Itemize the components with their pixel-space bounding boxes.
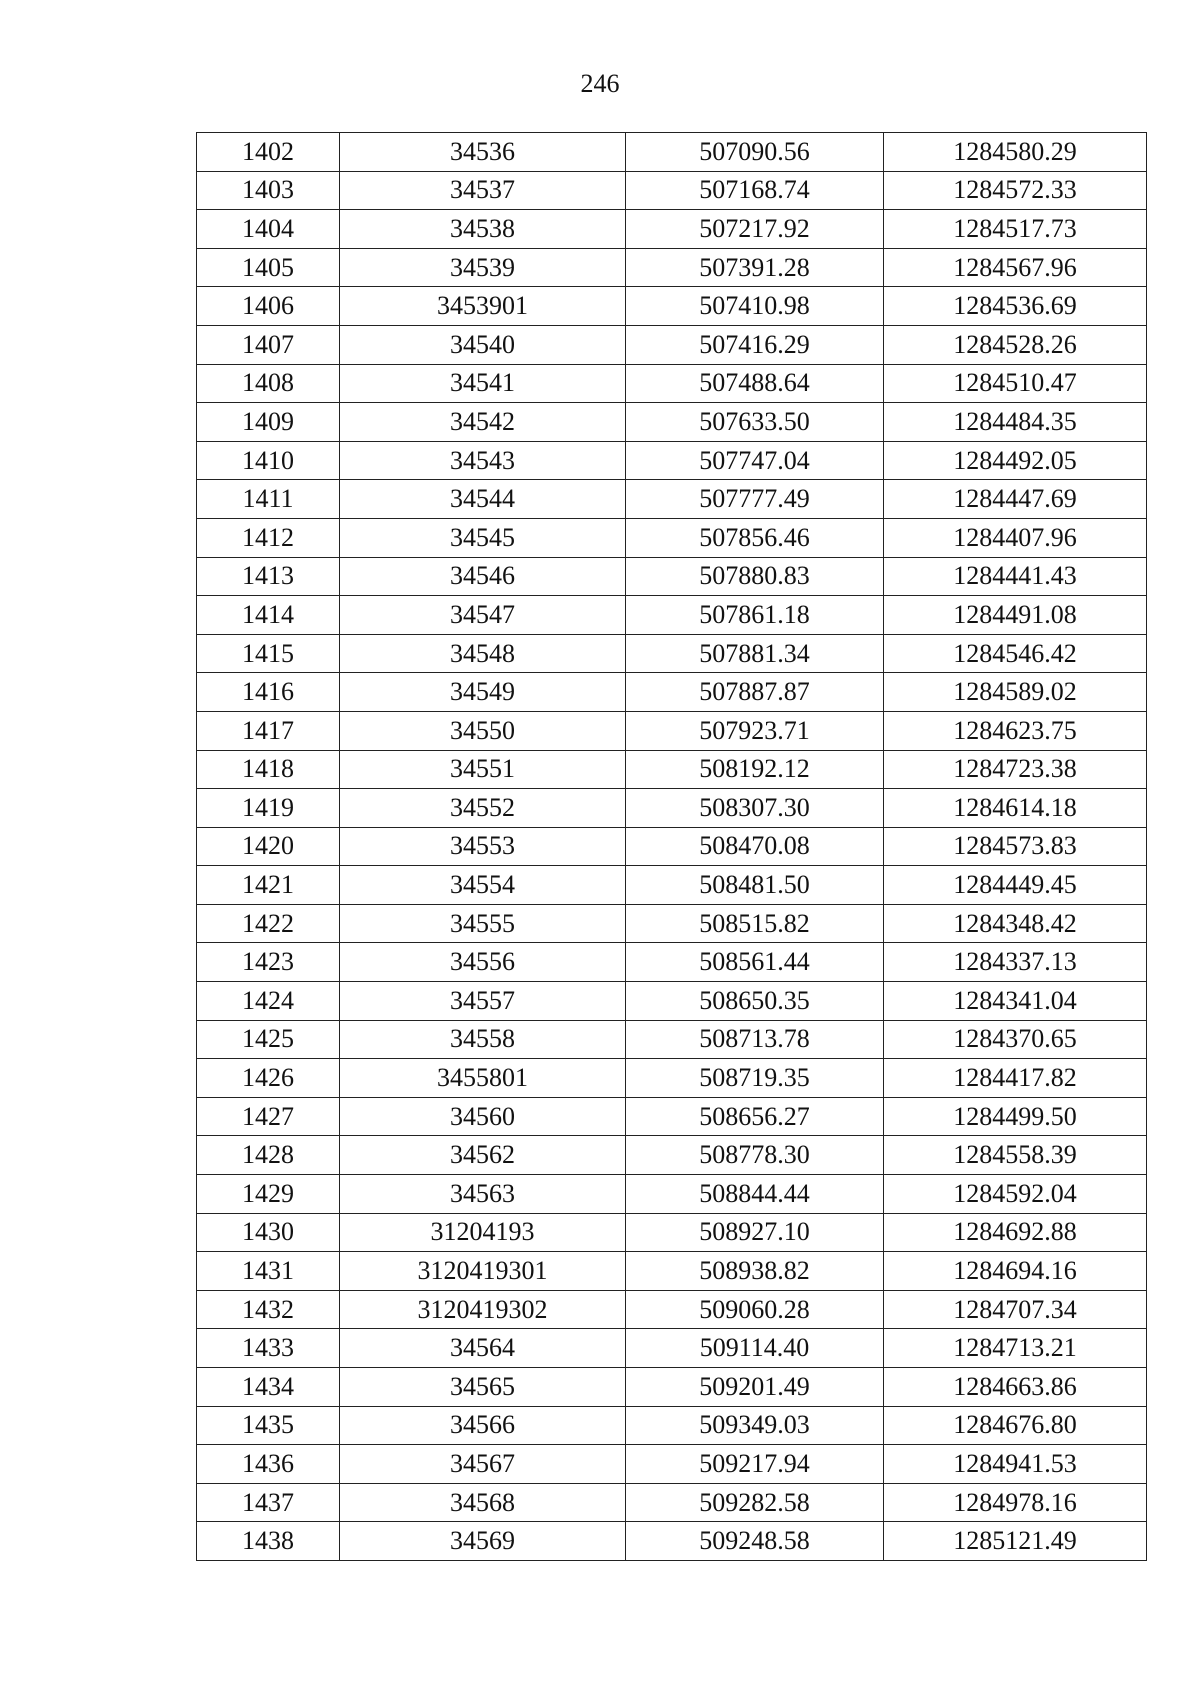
row-index-cell: 1412 [197, 518, 340, 557]
x-coordinate-cell: 508844.44 [626, 1175, 884, 1214]
row-index-cell: 1413 [197, 557, 340, 596]
row-index-cell: 1404 [197, 210, 340, 249]
table-row [197, 1020, 1147, 1059]
row-index-cell: 1417 [197, 711, 340, 750]
x-coordinate-cell: 509282.58 [626, 1483, 884, 1522]
y-coordinate-cell: 1284707.34 [884, 1290, 1147, 1329]
row-index-cell: 1420 [197, 827, 340, 866]
x-coordinate-cell: 507168.74 [626, 171, 884, 210]
x-coordinate-cell: 509114.40 [626, 1329, 884, 1368]
row-index-cell: 1418 [197, 750, 340, 789]
row-index-cell: 1403 [197, 171, 340, 210]
y-coordinate-cell: 1284447.69 [884, 480, 1147, 519]
point-id-cell: 34555 [340, 904, 626, 943]
row-index-cell: 1437 [197, 1483, 340, 1522]
table-body [197, 133, 1147, 1561]
y-coordinate-cell: 1284441.43 [884, 557, 1147, 596]
y-coordinate-cell: 1284580.29 [884, 133, 1147, 172]
y-coordinate-cell: 1284978.16 [884, 1483, 1147, 1522]
x-coordinate-cell: 507881.34 [626, 634, 884, 673]
x-coordinate-cell: 507488.64 [626, 364, 884, 403]
point-id-cell: 34549 [340, 673, 626, 712]
x-coordinate-cell: 509217.94 [626, 1445, 884, 1484]
x-coordinate-cell: 507747.04 [626, 441, 884, 480]
table-row [197, 441, 1147, 480]
x-coordinate-cell: 509248.58 [626, 1522, 884, 1561]
point-id-cell: 34542 [340, 403, 626, 442]
y-coordinate-cell: 1284528.26 [884, 325, 1147, 364]
table-row [197, 1329, 1147, 1368]
point-id-cell: 34560 [340, 1097, 626, 1136]
point-id-cell: 34564 [340, 1329, 626, 1368]
table-row [197, 171, 1147, 210]
table-row [197, 1136, 1147, 1175]
x-coordinate-cell: 507391.28 [626, 248, 884, 287]
point-id-cell: 3120419301 [340, 1252, 626, 1291]
row-index-cell: 1419 [197, 789, 340, 828]
row-index-cell: 1434 [197, 1368, 340, 1407]
row-index-cell: 1435 [197, 1406, 340, 1445]
point-id-cell: 34552 [340, 789, 626, 828]
table-row [197, 904, 1147, 943]
x-coordinate-cell: 507777.49 [626, 480, 884, 519]
y-coordinate-cell: 1284417.82 [884, 1059, 1147, 1098]
x-coordinate-cell: 507410.98 [626, 287, 884, 326]
point-id-cell: 34563 [340, 1175, 626, 1214]
table-row [197, 1290, 1147, 1329]
point-id-cell: 34565 [340, 1368, 626, 1407]
y-coordinate-cell: 1284567.96 [884, 248, 1147, 287]
table-row [197, 943, 1147, 982]
x-coordinate-cell: 507887.87 [626, 673, 884, 712]
point-id-cell: 34550 [340, 711, 626, 750]
y-coordinate-cell: 1284558.39 [884, 1136, 1147, 1175]
table-row [197, 673, 1147, 712]
point-id-cell: 34546 [340, 557, 626, 596]
row-index-cell: 1405 [197, 248, 340, 287]
point-id-cell: 34569 [340, 1522, 626, 1561]
x-coordinate-cell: 508307.30 [626, 789, 884, 828]
x-coordinate-cell: 507633.50 [626, 403, 884, 442]
y-coordinate-cell: 1284723.38 [884, 750, 1147, 789]
point-id-cell: 34544 [340, 480, 626, 519]
y-coordinate-cell: 1284510.47 [884, 364, 1147, 403]
point-id-cell: 34547 [340, 596, 626, 635]
table-row [197, 982, 1147, 1021]
y-coordinate-cell: 1284663.86 [884, 1368, 1147, 1407]
y-coordinate-cell: 1284692.88 [884, 1213, 1147, 1252]
x-coordinate-cell: 508938.82 [626, 1252, 884, 1291]
point-id-cell: 34548 [340, 634, 626, 673]
y-coordinate-cell: 1284536.69 [884, 287, 1147, 326]
x-coordinate-cell: 508470.08 [626, 827, 884, 866]
x-coordinate-cell: 508192.12 [626, 750, 884, 789]
table-row [197, 364, 1147, 403]
row-index-cell: 1414 [197, 596, 340, 635]
coordinates-table-container [196, 132, 1146, 1561]
point-id-cell: 34554 [340, 866, 626, 905]
row-index-cell: 1425 [197, 1020, 340, 1059]
point-id-cell: 34568 [340, 1483, 626, 1522]
table-row [197, 287, 1147, 326]
table-row [197, 325, 1147, 364]
y-coordinate-cell: 1284341.04 [884, 982, 1147, 1021]
point-id-cell: 34538 [340, 210, 626, 249]
y-coordinate-cell: 1285121.49 [884, 1522, 1147, 1561]
y-coordinate-cell: 1284348.42 [884, 904, 1147, 943]
table-row [197, 634, 1147, 673]
table-row [197, 1483, 1147, 1522]
x-coordinate-cell: 507090.56 [626, 133, 884, 172]
x-coordinate-cell: 508650.35 [626, 982, 884, 1021]
row-index-cell: 1416 [197, 673, 340, 712]
y-coordinate-cell: 1284623.75 [884, 711, 1147, 750]
x-coordinate-cell: 508719.35 [626, 1059, 884, 1098]
y-coordinate-cell: 1284573.83 [884, 827, 1147, 866]
y-coordinate-cell: 1284449.45 [884, 866, 1147, 905]
y-coordinate-cell: 1284694.16 [884, 1252, 1147, 1291]
point-id-cell: 34558 [340, 1020, 626, 1059]
row-index-cell: 1433 [197, 1329, 340, 1368]
row-index-cell: 1408 [197, 364, 340, 403]
point-id-cell: 34539 [340, 248, 626, 287]
table-row [197, 133, 1147, 172]
table-row [197, 480, 1147, 519]
table-row [197, 210, 1147, 249]
point-id-cell: 34556 [340, 943, 626, 982]
table-row [197, 248, 1147, 287]
x-coordinate-cell: 508561.44 [626, 943, 884, 982]
point-id-cell: 3120419302 [340, 1290, 626, 1329]
table-row [197, 1252, 1147, 1291]
x-coordinate-cell: 507880.83 [626, 557, 884, 596]
row-index-cell: 1422 [197, 904, 340, 943]
row-index-cell: 1430 [197, 1213, 340, 1252]
point-id-cell: 34566 [340, 1406, 626, 1445]
x-coordinate-cell: 509201.49 [626, 1368, 884, 1407]
table-row [197, 866, 1147, 905]
x-coordinate-cell: 507861.18 [626, 596, 884, 635]
point-id-cell: 31204193 [340, 1213, 626, 1252]
table-row [197, 711, 1147, 750]
row-index-cell: 1421 [197, 866, 340, 905]
x-coordinate-cell: 507217.92 [626, 210, 884, 249]
x-coordinate-cell: 509349.03 [626, 1406, 884, 1445]
row-index-cell: 1410 [197, 441, 340, 480]
point-id-cell: 3453901 [340, 287, 626, 326]
row-index-cell: 1411 [197, 480, 340, 519]
y-coordinate-cell: 1284370.65 [884, 1020, 1147, 1059]
y-coordinate-cell: 1284492.05 [884, 441, 1147, 480]
row-index-cell: 1438 [197, 1522, 340, 1561]
y-coordinate-cell: 1284941.53 [884, 1445, 1147, 1484]
row-index-cell: 1415 [197, 634, 340, 673]
x-coordinate-cell: 507923.71 [626, 711, 884, 750]
point-id-cell: 34553 [340, 827, 626, 866]
y-coordinate-cell: 1284589.02 [884, 673, 1147, 712]
y-coordinate-cell: 1284546.42 [884, 634, 1147, 673]
point-id-cell: 34543 [340, 441, 626, 480]
coordinates-table [196, 132, 1147, 1561]
point-id-cell: 34557 [340, 982, 626, 1021]
row-index-cell: 1431 [197, 1252, 340, 1291]
y-coordinate-cell: 1284499.50 [884, 1097, 1147, 1136]
x-coordinate-cell: 508481.50 [626, 866, 884, 905]
x-coordinate-cell: 508927.10 [626, 1213, 884, 1252]
row-index-cell: 1407 [197, 325, 340, 364]
row-index-cell: 1428 [197, 1136, 340, 1175]
table-row [197, 1213, 1147, 1252]
table-row [197, 1368, 1147, 1407]
row-index-cell: 1426 [197, 1059, 340, 1098]
y-coordinate-cell: 1284614.18 [884, 789, 1147, 828]
x-coordinate-cell: 509060.28 [626, 1290, 884, 1329]
row-index-cell: 1436 [197, 1445, 340, 1484]
point-id-cell: 34562 [340, 1136, 626, 1175]
table-row [197, 1059, 1147, 1098]
x-coordinate-cell: 508778.30 [626, 1136, 884, 1175]
x-coordinate-cell: 507856.46 [626, 518, 884, 557]
y-coordinate-cell: 1284491.08 [884, 596, 1147, 635]
table-row [197, 1445, 1147, 1484]
row-index-cell: 1424 [197, 982, 340, 1021]
table-row [197, 789, 1147, 828]
point-id-cell: 34537 [340, 171, 626, 210]
y-coordinate-cell: 1284517.73 [884, 210, 1147, 249]
y-coordinate-cell: 1284592.04 [884, 1175, 1147, 1214]
point-id-cell: 34551 [340, 750, 626, 789]
row-index-cell: 1432 [197, 1290, 340, 1329]
x-coordinate-cell: 508515.82 [626, 904, 884, 943]
row-index-cell: 1406 [197, 287, 340, 326]
page-number: 246 [580, 69, 620, 98]
table-row [197, 1406, 1147, 1445]
y-coordinate-cell: 1284484.35 [884, 403, 1147, 442]
row-index-cell: 1409 [197, 403, 340, 442]
x-coordinate-cell: 508656.27 [626, 1097, 884, 1136]
table-row [197, 1097, 1147, 1136]
row-index-cell: 1423 [197, 943, 340, 982]
point-id-cell: 3455801 [340, 1059, 626, 1098]
point-id-cell: 34567 [340, 1445, 626, 1484]
x-coordinate-cell: 507416.29 [626, 325, 884, 364]
point-id-cell: 34541 [340, 364, 626, 403]
table-row [197, 403, 1147, 442]
table-row [197, 827, 1147, 866]
point-id-cell: 34536 [340, 133, 626, 172]
y-coordinate-cell: 1284407.96 [884, 518, 1147, 557]
point-id-cell: 34540 [340, 325, 626, 364]
y-coordinate-cell: 1284337.13 [884, 943, 1147, 982]
point-id-cell: 34545 [340, 518, 626, 557]
row-index-cell: 1402 [197, 133, 340, 172]
table-row [197, 557, 1147, 596]
table-row [197, 1522, 1147, 1561]
x-coordinate-cell: 508713.78 [626, 1020, 884, 1059]
y-coordinate-cell: 1284676.80 [884, 1406, 1147, 1445]
y-coordinate-cell: 1284572.33 [884, 171, 1147, 210]
table-row [197, 1175, 1147, 1214]
table-row [197, 518, 1147, 557]
row-index-cell: 1429 [197, 1175, 340, 1214]
table-row [197, 750, 1147, 789]
y-coordinate-cell: 1284713.21 [884, 1329, 1147, 1368]
table-row [197, 596, 1147, 635]
row-index-cell: 1427 [197, 1097, 340, 1136]
